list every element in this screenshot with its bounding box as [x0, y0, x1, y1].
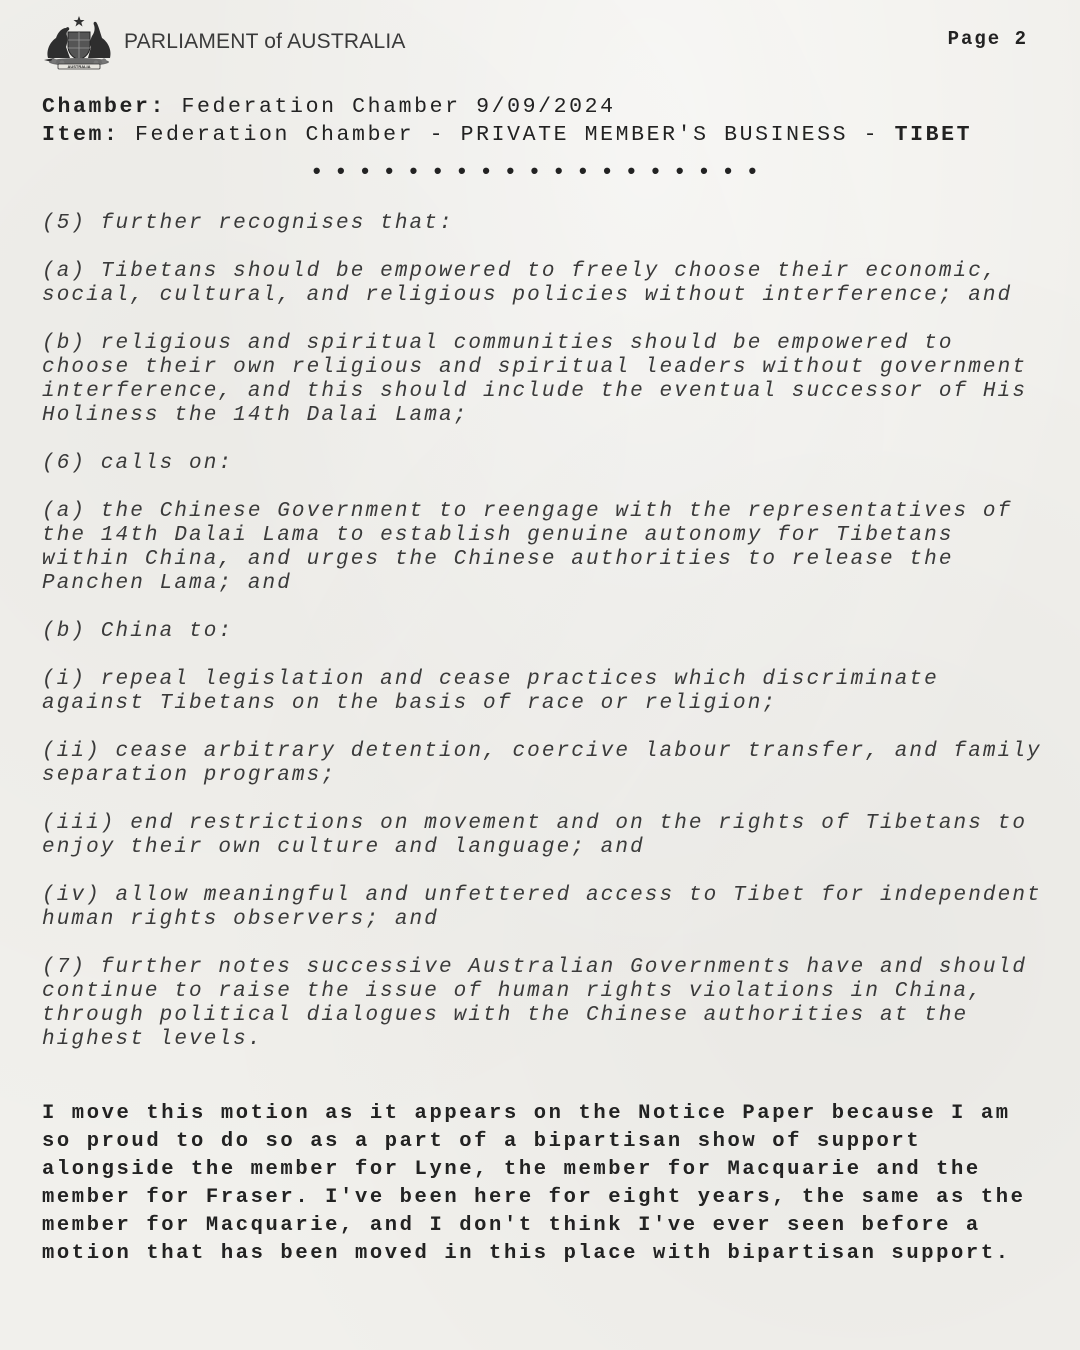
chamber-line [42, 93, 972, 121]
motion-paragraph: (7) further notes successive Australian Governments have and should continue to raise the issue of human rights violations in China, through political dialogues with the Chinese authorities at the highest levels. [42, 956, 1028, 1051]
motion-paragraph: (b) religious and spiritual communities should be empowered to choose their own religious and spiritual leaders without government interference, and this should include the eventual successor of His Holiness the 14th Dalai Lama; [42, 332, 1028, 427]
item-label: Item: [42, 123, 120, 147]
motion-paragraph: (i) repeal legislation and cease practices which discriminate against Tibetans on the basis of race or religion; [42, 668, 939, 715]
motion-paragraph: (a) Tibetans should be empowered to freely choose their economic, social, cultural, and religious policies without interference; and [42, 260, 1013, 307]
crest-scroll-text: AUSTRALIA [67, 64, 91, 70]
coat-of-arms-icon [40, 14, 118, 70]
motion-paragraph: (iv) allow meaningful and unfettered access to Tibet for independent human rights observers; and [42, 884, 1042, 931]
motion-paragraph: (ii) cease arbitrary detention, coercive labour transfer, and family separation programs; [42, 740, 1042, 787]
motion-paragraph: (iii) end restrictions on movement and on the rights of Tibetans to enjoy their own culture and language; and [42, 812, 1028, 859]
page-number: Page 2 [947, 28, 1028, 50]
motion-paragraph: (b) China to: [42, 620, 234, 643]
organisation-name: PARLIAMENT of AUSTRALIA [124, 30, 406, 53]
motion-paragraph: (6) calls on: [42, 452, 234, 475]
header [40, 12, 406, 72]
motion-text [42, 212, 1052, 1076]
motion-paragraph: (a) the Chinese Government to reengage with the representatives of the 14th Dalai Lama to establish genuine autonomy for Tibetans within China, and urges the Chinese authorities to release the Panchen Lama; and [42, 500, 1013, 595]
document-meta [42, 93, 972, 149]
chamber-label: Chamber: [42, 95, 167, 119]
chamber-value: Federation Chamber 9/09/2024 [181, 95, 616, 119]
item-topic: TIBET [894, 123, 973, 147]
item-value: Federation Chamber - PRIVATE MEMBER'S BUSINESS - [135, 123, 880, 147]
motion-paragraph: (5) further recognises that: [42, 212, 454, 235]
section-separator: ••••••••••••••••••• [310, 160, 770, 185]
item-line [42, 121, 972, 149]
speech-text: I move this motion as it appears on the Notice Paper because I am so proud to do so as a part of a bipartisan show of support alongside the member for Lyne, the member for Macquarie and the member for Fraser. I've been here for eight years, the same as the member for Macquarie, and I don't think I've ever seen before a motion that has been moved in this place with bipartisan support. [42, 1102, 1026, 1265]
